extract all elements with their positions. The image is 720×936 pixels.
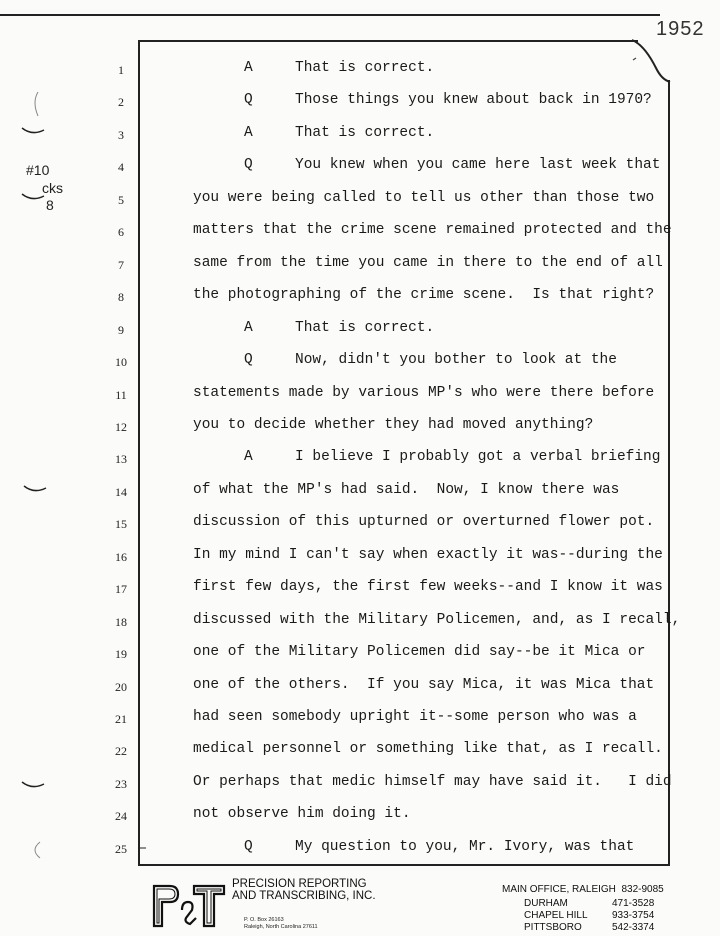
speaker-label: A [244, 449, 253, 466]
margin-note-8: 8 [46, 197, 54, 213]
margin-dash [140, 846, 148, 850]
line-number: 11 [115, 387, 127, 402]
office-label: DURHAM [524, 898, 568, 909]
speaker-label: Q [244, 352, 253, 369]
line-number: 8 [118, 290, 124, 305]
speaker-label: Q [244, 838, 253, 855]
frame-top-border [138, 40, 638, 42]
line-number: 4 [118, 160, 124, 175]
frame-right-border [668, 80, 670, 866]
transcript-line: one of the Military Policemen did say--be it Mica or [193, 644, 646, 661]
line-number: 17 [115, 582, 127, 597]
transcript-line: of what the MP's had said. Now, I know there was [193, 481, 620, 498]
line-number: 22 [115, 744, 127, 759]
office-label: MAIN OFFICE, RALEIGH [502, 884, 616, 895]
margin-note-cks: cks [42, 180, 63, 196]
margin-tick-mark [20, 190, 50, 204]
speaker-label: A [244, 124, 253, 141]
firm-address [244, 917, 318, 931]
line-number: 3 [118, 127, 124, 142]
speaker-label: Q [244, 92, 253, 109]
office-chapel-hill [524, 910, 654, 921]
line-number: 23 [115, 776, 127, 791]
line-number: 2 [118, 95, 124, 110]
office-label: PITTSBORO [524, 922, 582, 933]
line-number: 21 [115, 712, 127, 726]
transcript-line: That is correct. [295, 60, 435, 76]
margin-tick-mark [22, 484, 52, 496]
margin-tick-mark [20, 780, 50, 792]
transcript-line: first few days, the first few weeks--and I know it was [193, 579, 663, 596]
line-number: 25 [115, 841, 127, 856]
office-label: CHAPEL HILL [524, 910, 588, 921]
transcript-line: you were being called to tell us other than those two [193, 189, 655, 206]
transcript-line: discussed with the Military Policemen, and, as I recall, [193, 611, 681, 628]
transcript-line: You knew when you came here last week that [295, 157, 661, 174]
line-number: 18 [115, 614, 127, 629]
margin-note-exhibit: #10 [26, 162, 50, 178]
transcript-line: Or perhaps that medic himself may have said it. I did [193, 773, 672, 790]
firm-name [232, 878, 376, 902]
line-number: 12 [115, 419, 127, 434]
transcript-line: not observe him doing it. [193, 806, 411, 823]
page-number: 1952 [656, 18, 705, 40]
office-main [502, 884, 664, 895]
transcript-line: That is correct. [295, 319, 435, 336]
margin-tick-mark [26, 840, 46, 860]
top-rule [0, 14, 660, 16]
transcript-line: had seen somebody upright it--some person who was a [193, 709, 637, 725]
line-number: 5 [118, 192, 124, 207]
line-number: 15 [115, 517, 127, 532]
speaker-label: A [244, 319, 253, 336]
speaker-label: A [244, 60, 253, 76]
line-number: 24 [115, 809, 127, 824]
office-durham [524, 898, 654, 909]
firm-address-line2: Raleigh, North Carolina 27611 [244, 924, 318, 930]
office-phone: 471-3528 [612, 898, 655, 909]
transcript-line: My question to you, Mr. Ivory, was that [295, 838, 635, 855]
folded-corner-icon [630, 38, 672, 84]
firm-address-line1: P. O. Box 26163 [244, 917, 284, 923]
pt-logo [148, 880, 228, 932]
margin-tick-mark [30, 90, 44, 120]
transcript-line: matters that the crime scene remained protected and the [193, 222, 672, 239]
transcript-line: Now, didn't you bother to look at the [295, 352, 617, 369]
transcript-line: In my mind I can't say when exactly it was--during the [193, 546, 663, 563]
transcript-line: medical personnel or something like that, as I recall. [193, 741, 663, 758]
line-number: 1 [118, 63, 124, 77]
transcript-line: one of the others. If you say Mica, it was Mica that [193, 676, 655, 693]
line-number: 16 [115, 549, 127, 564]
firm-name-line1: PRECISION REPORTING [232, 878, 367, 890]
transcript-line: statements made by various MP's who were there before [193, 384, 655, 401]
line-number: 14 [115, 484, 127, 499]
line-number: 9 [118, 322, 124, 337]
line-number: 10 [115, 355, 127, 370]
line-number: 7 [118, 257, 124, 272]
line-number: 13 [115, 452, 127, 467]
transcript-line: the photographing of the crime scene. Is that right? [193, 287, 655, 304]
line-number: 6 [118, 225, 124, 240]
line-number: 19 [115, 647, 127, 662]
speaker-label: Q [244, 157, 253, 174]
transcript-line: That is correct. [295, 124, 435, 141]
transcript-line: same from the time you came in there to the end of all [193, 254, 663, 271]
firm-name-line2: AND TRANSCRIBING, INC. [232, 890, 376, 902]
line-number: 20 [115, 679, 127, 694]
office-phone: 832-9085 [621, 884, 664, 895]
transcript-line: you to decide whether they had moved anything? [193, 416, 594, 433]
transcript-line: Those things you knew about back in 1970? [295, 92, 652, 109]
transcript-line: discussion of this upturned or overturned flower pot. [193, 514, 655, 531]
office-phone: 933-3754 [612, 910, 655, 921]
transcript-line: I believe I probably got a verbal briefing [295, 449, 661, 466]
office-phone: 542-3374 [612, 922, 655, 933]
margin-tick-mark [20, 126, 50, 138]
office-pittsboro [524, 922, 654, 933]
logo-text: P&T [148, 880, 150, 881]
